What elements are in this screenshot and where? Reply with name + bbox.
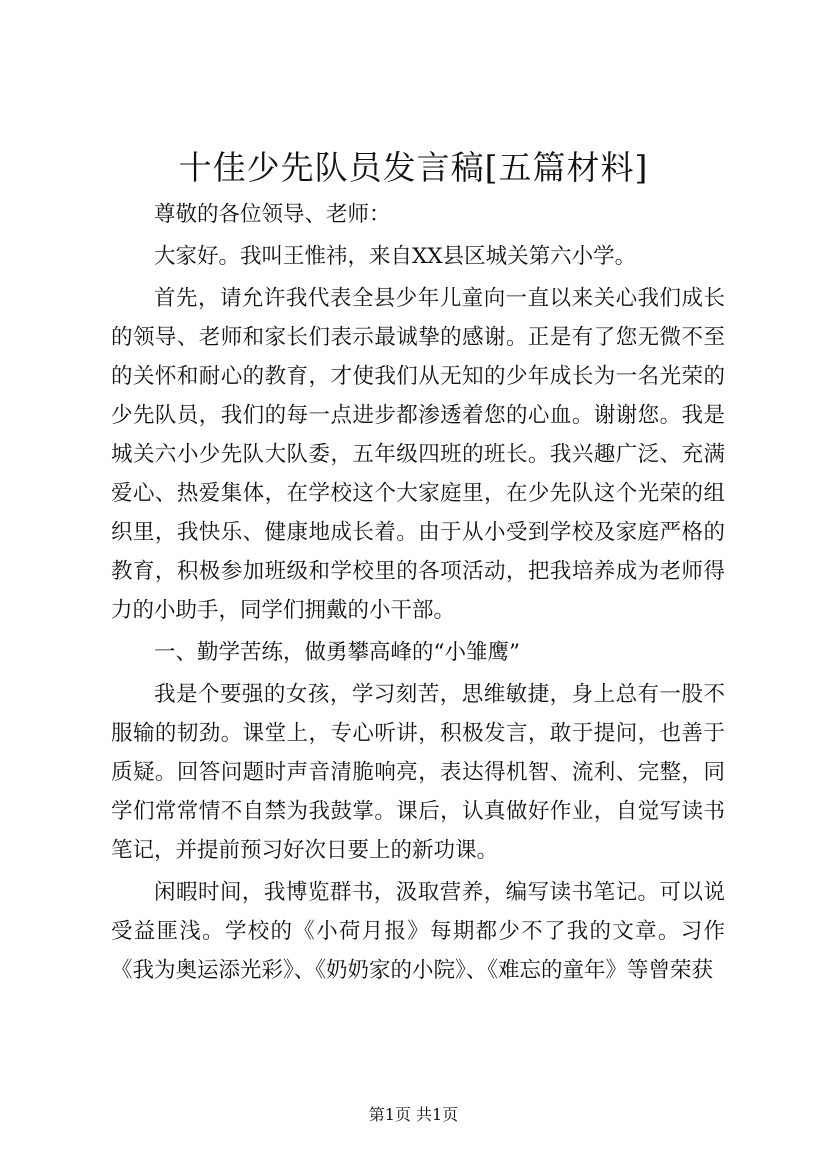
page-footer: 第1页 共1页 [368, 1105, 459, 1124]
section-heading: 一、勤学苦练，做勇攀高峰的“小雏鹰” [154, 640, 520, 665]
reading-paragraph: 闲暇时间，我博览群书，汲取营养，编写读书笔记。可以说受益匪浅。学校的《小荷月报》每期都少不了我的文章。习作《我为奥运添光彩》、《奶奶家的小院》、《难忘的童年》等曾荣获 [111, 880, 725, 983]
document-title: 十佳少先队员发言稿[五篇材料] [178, 148, 649, 187]
introduction-paragraph: 首先，请允许我代表全县少年儿童向一直以来关心我们成长的领导、老师和家长们表示最诚挚的感谢。正是有了您无微不至的关怀和耐心的教育，才使我们从无知的少年成长为一名光荣的少先队员，我们的每一点进步都渗透着您的心血。谢谢您。我是城关六小少先队大队委，五年级四班的班长。我兴趣广泛、充满爱心、热爱集体，在学校这个大家庭里，在少先队这个光荣的组织里，我快乐、健康地成长着。由于从小受到学校及家庭严格的教育，积极参加班级和学校里的各项活动，把我培养成为老师得力的小助手，同学们拥戴的小干部。 [111, 286, 725, 623]
study-paragraph: 我是个要强的女孩，学习刻苦，思维敏捷，身上总有一股不服输的韧劲。课堂上，专心听讲，积极发言，敢于提问，也善于质疑。回答问题时声音清脆响亮，表达得机智、流利、完整，同学们常常情不自禁为我鼓掌。课后，认真做好作业，自觉写读书笔记，并提前预习好次日要上的新功课。 [111, 682, 725, 863]
salutation-paragraph: 尊敬的各位领导、老师： [154, 202, 391, 227]
document-body [111, 195, 725, 993]
greeting-paragraph: 大家好。我叫王惟祎，来自XX县区城关第六小学。 [154, 244, 637, 269]
